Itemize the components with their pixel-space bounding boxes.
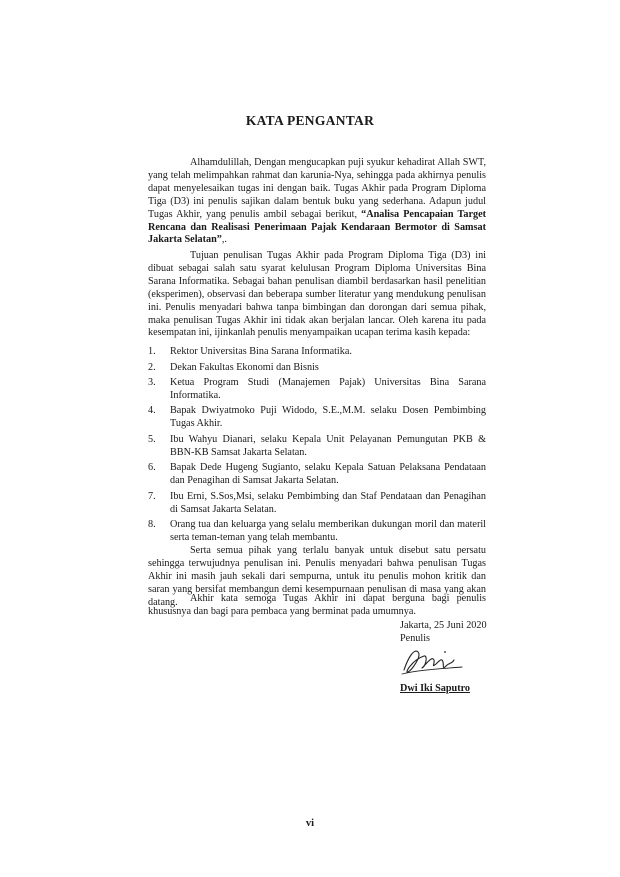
paragraph-closing: Serta semua pihak yang terlalu banyak untuk disebut satu persatu sehingga terwujudnya penulisan ini. Penulis menyadari bahwa penulisan Tugas Akhir ini masih jauh sekali dari sempurna, untuk itu penulis mohon kritik dan saran yang bersifat membangun demi kesempurnaan penulisan di masa yang akan datang. (148, 545, 486, 608)
paragraph-purpose: Tujuan penulisan Tugas Akhir pada Program Diploma Tiga (D3) ini dibuat sebagai salah satu syarat kelulusan Program Diploma Universitas Bina Sarana Informatika. Sebagai bahan penulisan diambil berdasarkan hasil penelitian (eksperimen), observasi dan beberapa sumber literatur yang mendukung penulisan ini. Penulis menyadari bahwa tanpa bimbingan dan dorongan dari semua pihak, maka penulisan Tugas Akhir ini tidak akan berjalan lancar. Oleh karena itu pada kesempatan ini, ijinkanlah penulis menyampaikan ucapan terima kasih kepada: (148, 250, 486, 339)
list-text: Orang tua dan keluarga yang selalu memberikan dukungan moril dan materil serta teman-teman yang telah membantu. (170, 519, 486, 543)
signature-role: Penulis (400, 633, 431, 644)
list-item (148, 434, 486, 460)
list-text: Ketua Program Studi (Manajemen Pajak) Universitas Bina Sarana Informatika. (170, 377, 486, 401)
signature-name: Dwi Iki Saputro (400, 683, 471, 694)
list-text: Ibu Wahyu Dianari, selaku Kepala Unit Pelayanan Pemungutan PKB & BBN-KB Samsat Jakarta Selatan. (170, 433, 486, 458)
handwritten-signature-icon (398, 640, 468, 680)
list-item (148, 346, 486, 359)
paragraph-opening-end: ,. (221, 234, 227, 246)
list-number: 2. (148, 361, 156, 373)
acknowledgement-list (148, 346, 486, 547)
signature-place-date: Jakarta, 25 Juni 2020 (400, 620, 487, 631)
thesis-title: “Analisa Pencapaian Target Rencana dan Realisasi Penerimaan Pajak Kendaraan Bermotor di Samsat Jakarta Selatan” (148, 208, 486, 246)
list-item (148, 362, 486, 375)
list-item (148, 462, 486, 488)
list-number: 8. (148, 519, 156, 531)
paragraph-final: Akhir kata semoga Tugas Akhir ini dapat berguna bagi penulis khususnya dan bagi para pembaca yang berminat pada umumnya. (148, 593, 486, 617)
paragraph-opening-text: Alhamdulillah, Dengan mengucapkan puji syukur kehadirat Allah SWT, yang telah melimpahkan rahmat dan karunia-Nya, sehingga pada akhirnya penulis dapat menyelesaikan tugas ini dengan baik. Tugas Akhir pada Program Diploma Tiga (D3) ini penulis sajikan dalam bentuk buku yang sederhana. Adapun judul Tugas Akhir, yang penulis ambil sebagai berikut, (148, 157, 486, 220)
page-title: KATA PENGANTAR (245, 113, 375, 128)
list-text: Rektor Universitas Bina Sarana Informatika. (170, 346, 352, 357)
list-text: Dekan Fakultas Ekonomi dan Bisnis (170, 361, 319, 373)
paragraph-opening (148, 157, 486, 247)
list-text: Bapak Dwiyatmoko Puji Widodo, S.E.,M.M. selaku Dosen Pembimbing Tugas Akhir. (170, 405, 486, 430)
list-number: 1. (148, 346, 156, 357)
page-number: vi (305, 818, 315, 829)
list-text: Ibu Erni, S.Sos,Msi, selaku Pembimbing dan Staf Pendataan dan Penagihan di Samsat Jakarta Selatan. (170, 490, 486, 515)
list-number: 4. (148, 405, 156, 417)
list-number: 7. (148, 490, 156, 502)
list-number: 6. (148, 462, 156, 474)
list-item (148, 377, 486, 403)
list-item (148, 405, 486, 431)
list-item (148, 519, 486, 545)
list-number: 5. (148, 433, 156, 445)
list-number: 3. (148, 377, 156, 388)
list-text: Bapak Dede Hugeng Sugianto, selaku Kepala Satuan Pelaksana Pendataan dan Penagihan di Samsat Jakarta Selatan. (170, 462, 486, 487)
list-item (148, 491, 486, 517)
